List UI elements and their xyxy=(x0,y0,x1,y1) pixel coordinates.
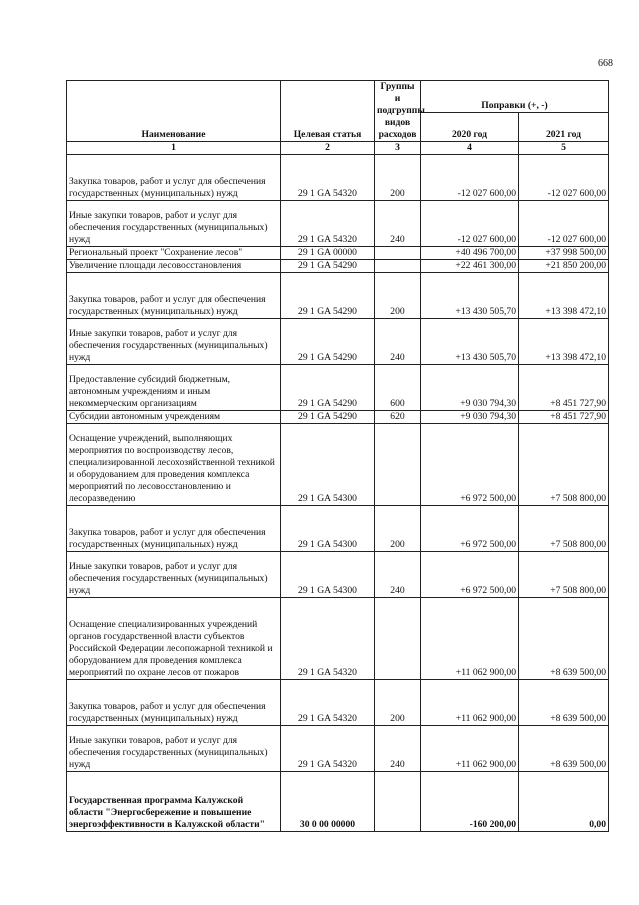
header-amendments: Поправки (+, -) xyxy=(421,81,609,113)
row-name: Закупка товаров, работ и услуг для обеспечения государственных (муниципальных) нужд xyxy=(67,506,281,552)
row-target-article: 29 1 GA 54290 xyxy=(281,411,375,424)
row-target-article: 29 1 GA 54290 xyxy=(281,365,375,411)
row-target-article: 30 0 00 00000 xyxy=(281,772,375,832)
row-amount-2020: +9 030 794,30 xyxy=(421,365,519,411)
row-name: Закупка товаров, работ и услуг для обеспечения государственных (муниципальных) нужд xyxy=(67,680,281,726)
table-row xyxy=(67,424,609,506)
table-row xyxy=(67,411,609,424)
row-amount-2021: +8 639 500,00 xyxy=(519,726,609,772)
row-target-article: 29 1 GA 54300 xyxy=(281,424,375,506)
column-number: 2 xyxy=(281,142,375,155)
budget-amendments-table xyxy=(66,80,609,832)
table-row xyxy=(67,273,609,319)
row-name: Иные закупки товаров, работ и услуг для обеспечения государственных (муниципальных) нужд xyxy=(67,726,281,772)
row-amount-2021: +8 451 727,90 xyxy=(519,411,609,424)
row-amount-2020: -12 027 600,00 xyxy=(421,155,519,201)
row-amount-2021: +7 508 800,00 xyxy=(519,552,609,598)
table-row xyxy=(67,247,609,260)
table-row xyxy=(67,319,609,365)
table-row xyxy=(67,155,609,201)
row-amount-2020: -160 200,00 xyxy=(421,772,519,832)
row-amount-2021: -12 027 600,00 xyxy=(519,201,609,247)
row-amount-2021: +7 508 800,00 xyxy=(519,506,609,552)
row-expense-group: 200 xyxy=(375,506,421,552)
column-number: 3 xyxy=(375,142,421,155)
row-expense-group: 240 xyxy=(375,201,421,247)
row-name: Иные закупки товаров, работ и услуг для обеспечения государственных (муниципальных) нужд xyxy=(67,552,281,598)
row-amount-2021: +8 451 727,90 xyxy=(519,365,609,411)
row-amount-2021: +13 398 472,10 xyxy=(519,319,609,365)
row-name: Иные закупки товаров, работ и услуг для обеспечения государственных (муниципальных) нужд xyxy=(67,201,281,247)
header-year-2020: 2020 год xyxy=(421,112,519,141)
row-amount-2021: +8 639 500,00 xyxy=(519,598,609,680)
row-target-article: 29 1 GA 54290 xyxy=(281,273,375,319)
row-name: Предоставление субсидий бюджетным, автономным учреждениям и иным некоммерческим организациям xyxy=(67,365,281,411)
row-name: Оснащение учреждений, выполняющих мероприятия по воспроизводству лесов, специализированной лесохозяйственной техникой и оборудованием для проведения комплекса мероприятий по лесовосстановлению и лесоразведению xyxy=(67,424,281,506)
row-amount-2020: +11 062 900,00 xyxy=(421,598,519,680)
row-expense-group: 620 xyxy=(375,411,421,424)
table-row xyxy=(67,726,609,772)
row-name: Субсидии автономным учреждениям xyxy=(67,411,281,424)
row-amount-2020: +9 030 794,30 xyxy=(421,411,519,424)
row-name: Оснащение специализированных учреждений органов государственной власти субъектов Российской Федерации лесопожарной техникой и оборудованием для проведения комплекса мероприятий по охране лесов от пожаров xyxy=(67,598,281,680)
row-name: Государственная программа Калужской области "Энергосбережение и повышение энергоэффективности в Калужской области" xyxy=(67,772,281,832)
header-target-article: Целевая статья xyxy=(281,81,375,142)
column-number: 1 xyxy=(67,142,281,155)
row-expense-group: 240 xyxy=(375,552,421,598)
row-expense-group: 240 xyxy=(375,319,421,365)
row-amount-2020: +13 430 505,70 xyxy=(421,319,519,365)
table-row xyxy=(67,598,609,680)
row-amount-2021: +13 398 472,10 xyxy=(519,273,609,319)
row-target-article: 29 1 GA 54300 xyxy=(281,552,375,598)
row-amount-2021: +37 998 500,00 xyxy=(519,247,609,260)
row-amount-2020: +11 062 900,00 xyxy=(421,680,519,726)
header-expense-groups: Группы и подгруппы видов расходов xyxy=(375,81,421,142)
table-row xyxy=(67,201,609,247)
row-expense-group xyxy=(375,424,421,506)
row-expense-group: 200 xyxy=(375,273,421,319)
row-amount-2020: +6 972 500,00 xyxy=(421,506,519,552)
row-amount-2021: 0,00 xyxy=(519,772,609,832)
row-expense-group: 600 xyxy=(375,365,421,411)
row-target-article: 29 1 GA 00000 xyxy=(281,247,375,260)
row-amount-2021: +21 850 200,00 xyxy=(519,260,609,273)
row-amount-2020: +22 461 300,00 xyxy=(421,260,519,273)
row-name: Закупка товаров, работ и услуг для обеспечения государственных (муниципальных) нужд xyxy=(67,155,281,201)
row-amount-2020: +6 972 500,00 xyxy=(421,424,519,506)
row-target-article: 29 1 GA 54320 xyxy=(281,201,375,247)
row-amount-2020: -12 027 600,00 xyxy=(421,201,519,247)
row-target-article: 29 1 GA 54320 xyxy=(281,598,375,680)
row-name: Закупка товаров, работ и услуг для обеспечения государственных (муниципальных) нужд xyxy=(67,273,281,319)
row-target-article: 29 1 GA 54290 xyxy=(281,319,375,365)
page-number: 668 xyxy=(598,58,613,69)
table-row xyxy=(67,680,609,726)
row-name: Региональный проект "Сохранение лесов" xyxy=(67,247,281,260)
table-row xyxy=(67,772,609,832)
row-amount-2021: -12 027 600,00 xyxy=(519,155,609,201)
row-expense-group xyxy=(375,260,421,273)
row-name: Иные закупки товаров, работ и услуг для обеспечения государственных (муниципальных) нужд xyxy=(67,319,281,365)
row-expense-group: 200 xyxy=(375,155,421,201)
row-amount-2020: +6 972 500,00 xyxy=(421,552,519,598)
row-expense-group xyxy=(375,598,421,680)
header-name: Наименование xyxy=(67,81,281,142)
row-expense-group: 200 xyxy=(375,680,421,726)
header-year-2021: 2021 год xyxy=(519,112,609,141)
column-number: 5 xyxy=(519,142,609,155)
table-row xyxy=(67,506,609,552)
row-expense-group: 240 xyxy=(375,726,421,772)
row-amount-2021: +7 508 800,00 xyxy=(519,424,609,506)
row-target-article: 29 1 GA 54290 xyxy=(281,260,375,273)
row-target-article: 29 1 GA 54320 xyxy=(281,155,375,201)
row-amount-2020: +40 496 700,00 xyxy=(421,247,519,260)
row-target-article: 29 1 GA 54300 xyxy=(281,506,375,552)
column-number: 4 xyxy=(421,142,519,155)
row-amount-2020: +11 062 900,00 xyxy=(421,726,519,772)
row-amount-2021: +8 639 500,00 xyxy=(519,680,609,726)
row-amount-2020: +13 430 505,70 xyxy=(421,273,519,319)
row-target-article: 29 1 GA 54320 xyxy=(281,726,375,772)
row-name: Увеличение площади лесовосстановления xyxy=(67,260,281,273)
table-row xyxy=(67,552,609,598)
row-expense-group xyxy=(375,247,421,260)
row-target-article: 29 1 GA 54320 xyxy=(281,680,375,726)
row-expense-group xyxy=(375,772,421,832)
table-row xyxy=(67,365,609,411)
table-row xyxy=(67,260,609,273)
